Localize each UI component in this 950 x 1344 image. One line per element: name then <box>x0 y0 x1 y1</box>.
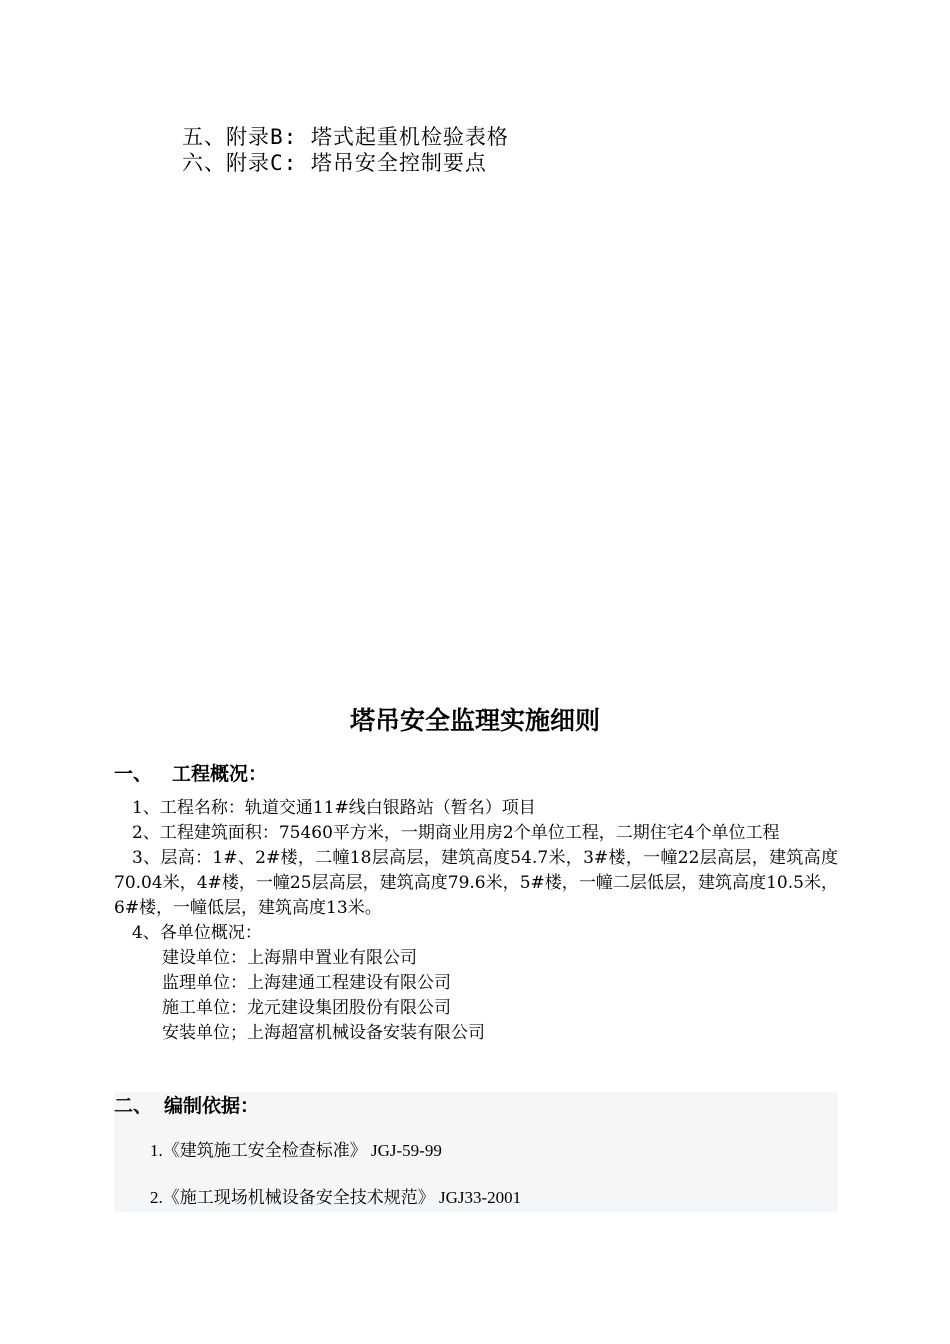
section-heading-overview <box>114 760 267 788</box>
unit-developer: 建设单位：上海鼎申置业有限公司 <box>162 948 417 968</box>
section-number: 二、 <box>114 1095 153 1117</box>
section-number: 一、 <box>114 763 153 785</box>
overview-floor-heights: 3、层高：1#、2#楼，二幢18层高层，建筑高度54.7米，3#楼，一幢22层高层，建筑高度70.04米，4#楼，一幢25层高层，建筑高度79.6米，5#楼，一幢二层低层，建筑高度10.5米，6#楼，一幢低层，建筑高度13米。 <box>114 848 838 918</box>
appendix-toc <box>182 124 509 176</box>
section-heading-basis <box>114 1092 259 1120</box>
section-title: 编制依据： <box>164 1095 260 1117</box>
unit-installer: 安装单位；上海超富机械设备安装有限公司 <box>162 1023 485 1043</box>
toc-item-appendix-c[interactable]: 六、附录C: 塔吊安全控制要点 <box>182 151 487 175</box>
unit-contractor: 施工单位：龙元建设集团股份有限公司 <box>162 998 451 1018</box>
reference-list <box>150 1138 521 1211</box>
project-overview <box>114 796 838 1046</box>
section-title: 工程概况： <box>172 763 268 785</box>
toc-item-appendix-b[interactable]: 五、附录B: 塔式起重机检验表格 <box>182 125 509 149</box>
overview-project-name: 1、工程名称：轨道交通11#线白银路站（暂名）项目 <box>132 798 536 818</box>
unit-supervisor: 监理单位：上海建通工程建设有限公司 <box>162 973 451 993</box>
overview-units-heading: 4、各单位概况： <box>132 923 262 943</box>
document-title: 塔吊安全监理实施细则 <box>349 706 600 735</box>
overview-building-area: 2、工程建筑面积：75460平方米，一期商业用房2个单位工程，二期住宅4个单位工程 <box>132 823 780 843</box>
reference-item: 1.《建筑施工安全检查标准》 JGJ-59-99 <box>150 1141 442 1160</box>
reference-item: 2.《施工现场机械设备安全技术规范》 JGJ33-2001 <box>150 1188 522 1207</box>
